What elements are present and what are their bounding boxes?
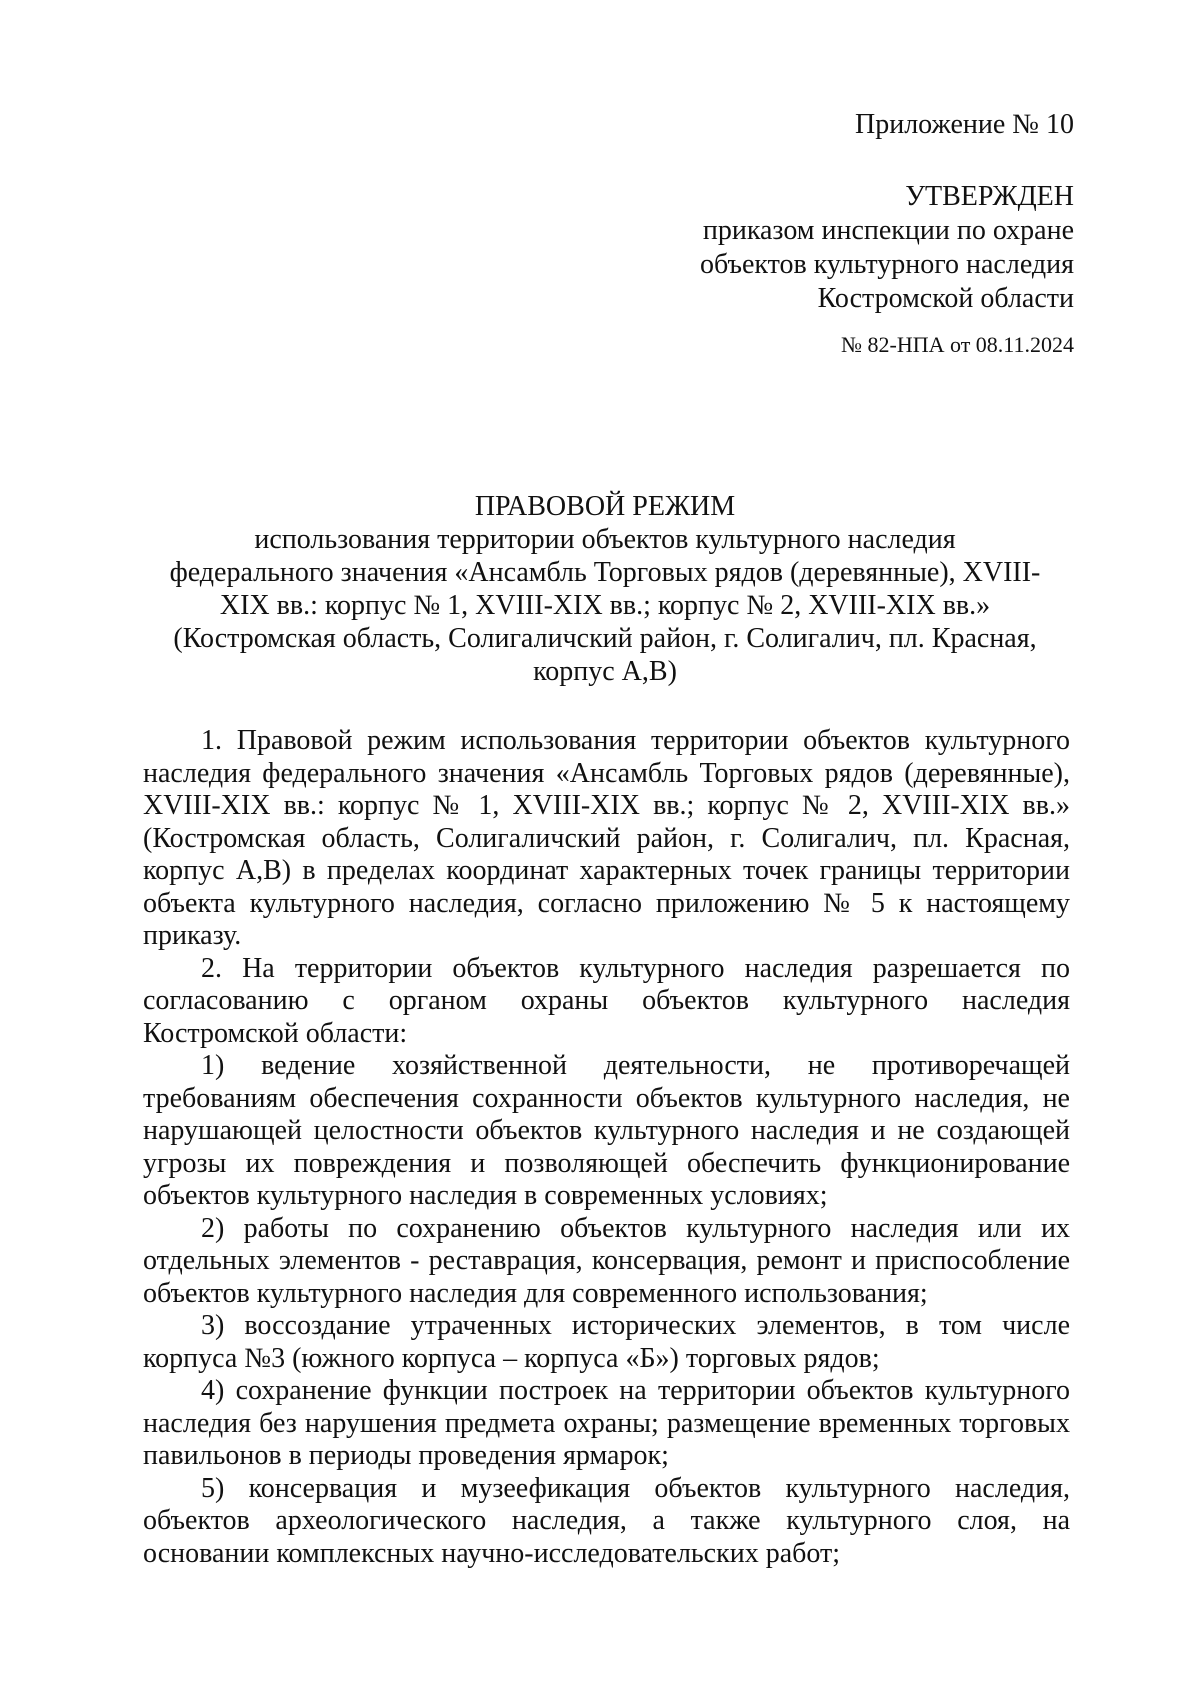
approval-header <box>514 108 1074 362</box>
order-number: № 82-НПА от 08.11.2024 <box>841 332 1074 357</box>
approved-by-line-2: объектов культурного наследия <box>699 249 1074 280</box>
list-item-1: 1) ведение хозяйственной деятельности, не противоречащей требованиям обеспечения сохранности объектов культурного наследия, не нарушающей целостности объектов культурного наследия и не создающей угрозы их повреждения и позволяющей обеспечить функционирование объектов культурного наследия в современных условиях; <box>143 1050 1070 1211</box>
document-title <box>140 490 1070 688</box>
list-item-2: 2) работы по сохранению объектов культурного наследия или их отдельных элементов - реставрация, консервация, ремонт и приспособление объектов культурного наследия для современного использования; <box>143 1212 1070 1309</box>
title-line-3: XIX вв.: корпус № 1, XVIII-XIX вв.; корпус № 2, XVIII-XIX вв.» <box>219 590 991 621</box>
list-item-3: 3) воссоздание утраченных исторических элементов, в том числе корпуса №3 (южного корпуса – корпуса «Б») торговых рядов; <box>143 1310 1070 1374</box>
title-line-4: (Костромская область, Солигаличский район, г. Солигалич, пл. Красная, <box>173 623 1037 654</box>
approved-label: УТВЕРЖДЕН <box>905 181 1074 212</box>
approved-by-line-3: Костромской области <box>817 283 1074 314</box>
list-item-4: 4) сохранение функции построек на территории объектов культурного наследия без нарушения предмета охраны; размещение временных торговых павильонов в периоды проведения ярмарок; <box>143 1375 1070 1471</box>
appendix-number: Приложение № 10 <box>855 109 1074 140</box>
paragraph-1: 1. Правовой режим использования территории объектов культурного наследия федерального значения «Ансамбль Торговых рядов (деревянные), XVIII-XIX вв.: корпус № 1, XVIII-XIX вв.; корпус № 2, XVIII-XIX вв.» (Костромская область, Солигаличский район, г. Солигалич, пл. Красная, корпус А,В) в пределах координат характерных точек границы территории объекта культурного наследия, согласно приложению № 5 к настоящему приказу. <box>143 725 1070 951</box>
title-line-2: федерального значения «Ансамбль Торговых рядов (деревянные), XVIII- <box>169 557 1041 588</box>
document-body <box>143 725 1070 1570</box>
title-line-1: использования территории объектов культурного наследия <box>254 524 956 555</box>
title-line-5: корпус А,В) <box>533 656 677 687</box>
title-heading: ПРАВОВОЙ РЕЖИМ <box>474 491 736 522</box>
list-item-5: 5) консервация и музеефикация объектов культурного наследия, объектов археологического наследия, а также культурного слоя, на основании комплексных научно-исследовательских работ; <box>143 1472 1070 1569</box>
approved-by-line-1: приказом инспекции по охране <box>702 215 1074 246</box>
paragraph-2: 2. На территории объектов культурного наследия разрешается по согласованию с органом охраны объектов культурного наследия Костромской области: <box>143 952 1070 1049</box>
